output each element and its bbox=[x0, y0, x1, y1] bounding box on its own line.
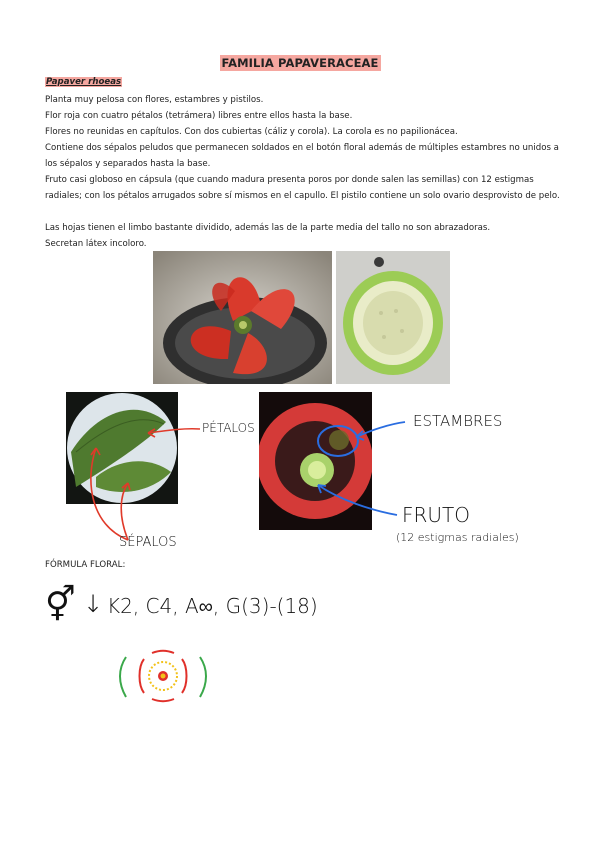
fruto-label: FRUTO bbox=[402, 503, 470, 527]
description-line-7: Secretan látex incoloro. bbox=[45, 239, 147, 249]
zygomorphic-arrow-icon: ↓ bbox=[83, 590, 104, 618]
formula-text: K2, C4, A∞, G(3)-(18) bbox=[107, 594, 318, 618]
floral-diagram bbox=[118, 645, 208, 705]
species-heading: Papaver rhoeas bbox=[46, 77, 122, 87]
hermaphrodite-symbol-icon: ⚥ bbox=[45, 585, 76, 625]
fruto-note-label: (12 estigmas radiales) bbox=[396, 531, 519, 544]
description-line-5: Fruto casi globoso en cápsula (que cuando madura presenta poros por donde salen las semillas) con 12 estigmas radiales; con los pétalos arrugados sobre sí mismos en el capullo. El pistilo contiene un solo ovario desprovisto de pelo. bbox=[45, 175, 560, 201]
description-line-3: Flores no reunidas en capítulos. Con dos cubiertas (cáliz y corola). La corola es no papilionácea. bbox=[45, 127, 458, 137]
description-line-2: Flor roja con cuatro pétalos (tetrámera) libres entre ellos hasta la base. bbox=[45, 111, 353, 121]
description-line-1: Planta muy pelosa con flores, estambres y pistilos. bbox=[45, 95, 264, 105]
sepalos-label: SÉPALOS bbox=[119, 535, 177, 550]
petalos-label: PÉTALOS bbox=[202, 421, 255, 435]
formula-label: FÓRMULA FLORAL: bbox=[45, 560, 126, 570]
title-text: FAMILIA PAPAVERACEAE bbox=[221, 56, 379, 70]
description-line-4: Contiene dos sépalos peludos que permanecen soldados en el botón floral además de múltiples estambres no unidos a los sépalos y separados hasta la base. bbox=[45, 143, 559, 169]
estambres-label: ESTAMBRES bbox=[413, 412, 503, 430]
description-line-6: Las hojas tienen el limbo bastante dividido, además las de la parte media del tallo no son abrazadoras. bbox=[45, 223, 491, 233]
